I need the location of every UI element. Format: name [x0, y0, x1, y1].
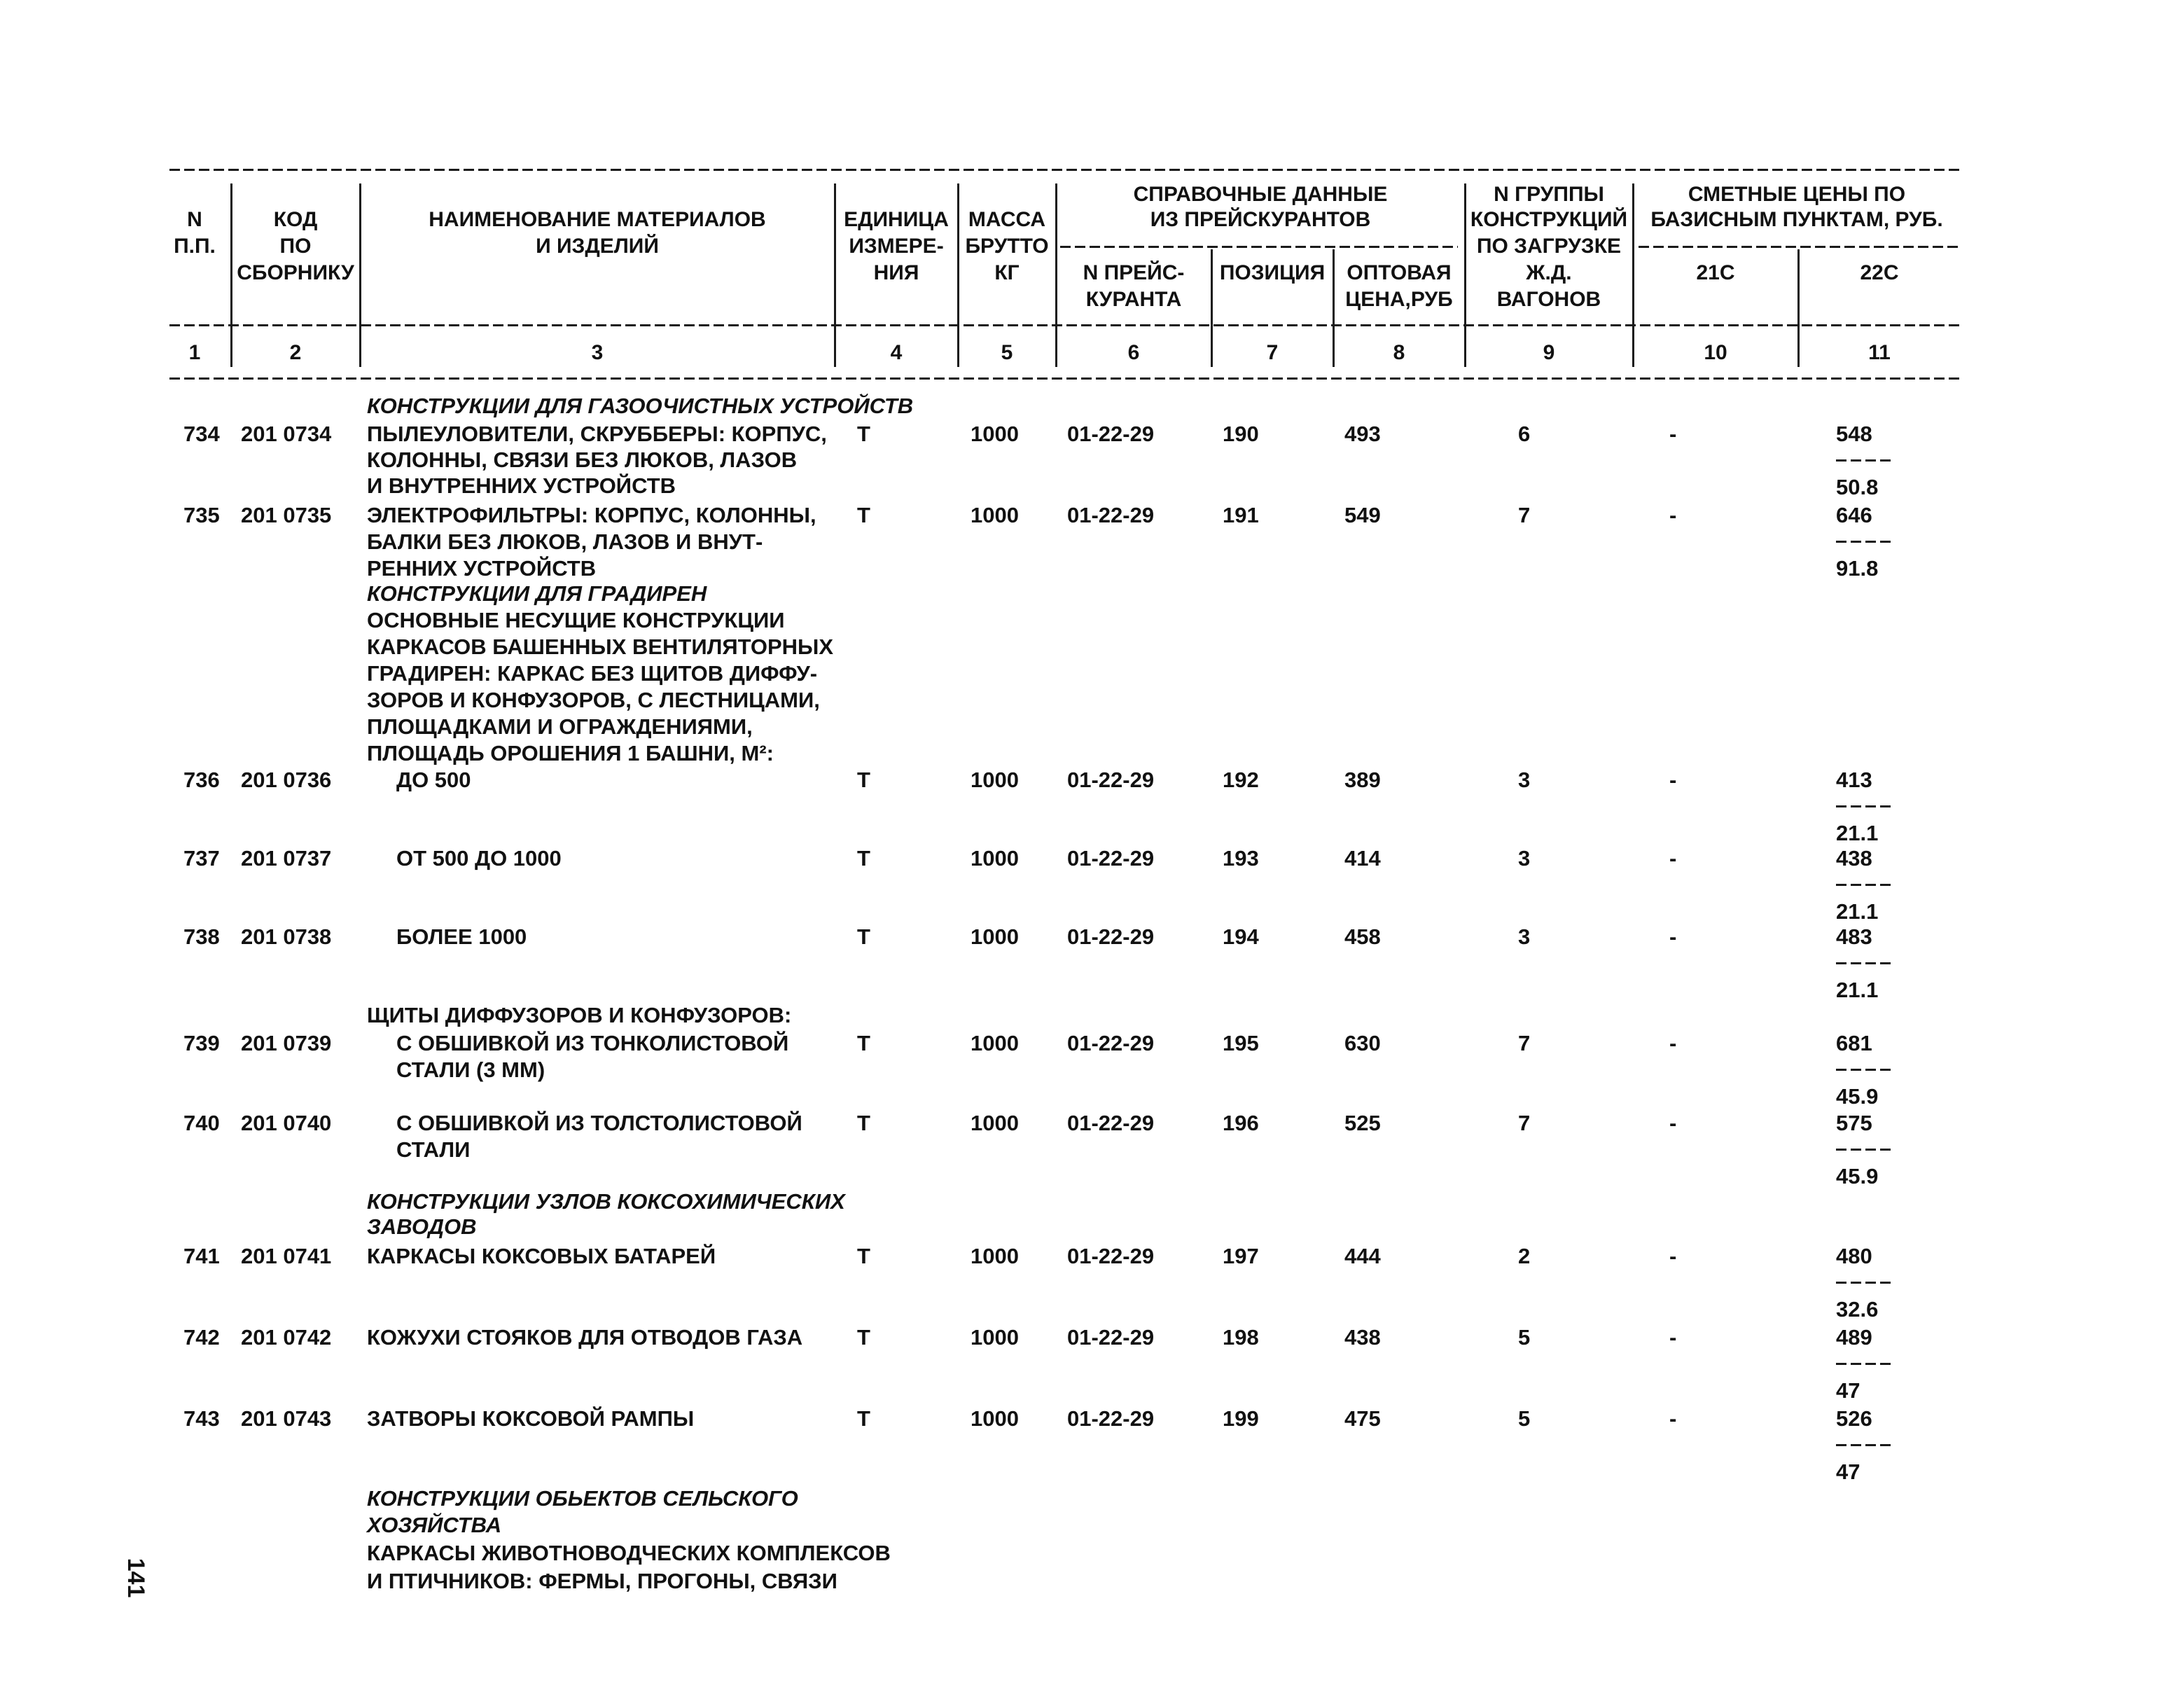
header-number: П.П. — [174, 235, 216, 258]
fraction-line — [1836, 1363, 1891, 1365]
price-22c-bottom: 47 — [1836, 1378, 1860, 1403]
row-code: 201 0738 — [241, 924, 332, 949]
wholesale-price-cell: 493 — [1344, 422, 1381, 446]
price-22c-bottom: 21.1 — [1836, 821, 1879, 845]
row-name-line: СТАЛИ (3 ММ) — [396, 1058, 545, 1082]
price-22c-bottom: 47 — [1836, 1459, 1860, 1484]
row-name-line: КОЛОННЫ, СВЯЗИ БЕЗ ЛЮКОВ, ЛАЗОВ — [367, 448, 798, 472]
column-number: 7 — [1266, 341, 1279, 364]
column-number: 4 — [890, 341, 903, 364]
pricelist-cell: 01-22-29 — [1067, 1244, 1155, 1268]
unit-cell: Т — [857, 768, 870, 792]
position-cell: 196 — [1223, 1111, 1259, 1135]
price-22c-top: 681 — [1836, 1031, 1872, 1055]
wholesale-price-cell: 438 — [1344, 1325, 1381, 1350]
header-reference-group: СПРАВОЧНЫЕ ДАННЫЕ — [1133, 183, 1388, 206]
column-number: 3 — [591, 341, 604, 364]
fraction-line — [1836, 962, 1891, 964]
position-cell: 193 — [1223, 846, 1259, 871]
row-code: 201 0740 — [241, 1111, 332, 1135]
price-22c-top: 548 — [1836, 422, 1872, 446]
fraction-line — [1836, 1069, 1891, 1071]
group-cell: 7 — [1518, 503, 1531, 527]
mass-cell: 1000 — [971, 1031, 1019, 1055]
fraction-line — [1836, 884, 1891, 886]
fraction-line — [1836, 1444, 1891, 1446]
column-number: 5 — [1001, 341, 1013, 364]
position-cell: 198 — [1223, 1325, 1259, 1350]
header-reference-group: ИЗ ПРЕЙСКУРАНТОВ — [1150, 208, 1371, 231]
section-heading-line: ХОЗЯЙСТВА — [367, 1513, 502, 1537]
price-22c-top: 489 — [1836, 1325, 1872, 1350]
section-heading-line: КОНСТРУКЦИИ ДЛЯ ГАЗООЧИСТНЫХ УСТРОЙСТВ — [367, 394, 914, 418]
price-21c-cell: - — [1669, 768, 1677, 792]
unit-cell: Т — [857, 846, 870, 871]
section-heading-line: КОНСТРУКЦИИ УЗЛОВ КОКСОХИМИЧЕСКИХ — [367, 1189, 845, 1214]
unit-cell: Т — [857, 422, 870, 446]
row-name-line: СТАЛИ — [396, 1137, 471, 1162]
reference-group-split-rule — [1060, 246, 1458, 248]
row-code: 201 0741 — [241, 1244, 332, 1268]
wholesale-price-cell: 444 — [1344, 1244, 1381, 1268]
pricelist-cell: 01-22-29 — [1067, 1325, 1155, 1350]
row-code: 201 0737 — [241, 846, 332, 871]
price-22c-top: 483 — [1836, 924, 1872, 949]
price-22c-bottom: 91.8 — [1836, 556, 1879, 581]
row-name-line: С ОБШИВКОЙ ИЗ ТОНКОЛИСТОВОЙ — [396, 1031, 789, 1055]
header-estimate-group: СМЕТНЫЕ ЦЕНЫ ПО — [1688, 183, 1906, 206]
price-22c-top: 646 — [1836, 503, 1872, 527]
row-number: 736 — [183, 768, 220, 792]
wholesale-price-cell: 414 — [1344, 846, 1381, 871]
row-number: 738 — [183, 924, 220, 949]
price-22c-top: 413 — [1836, 768, 1872, 792]
price-22c-top: 575 — [1836, 1111, 1872, 1135]
group-cell: 6 — [1518, 422, 1531, 446]
section-heading-line: КОНСТРУКЦИИ ОБЬЕКТОВ СЕЛЬСКОГО — [367, 1486, 798, 1511]
row-number: 741 — [183, 1244, 220, 1268]
fraction-line — [1836, 541, 1891, 543]
group-cell: 3 — [1518, 846, 1531, 871]
header-group: ВАГОНОВ — [1496, 288, 1601, 311]
header-group: Ж.Д. — [1526, 261, 1572, 284]
price-22c-bottom: 21.1 — [1836, 899, 1879, 924]
row-name-line: БАЛКИ БЕЗ ЛЮКОВ, ЛАЗОВ И ВНУТ- — [367, 529, 763, 554]
unit-cell: Т — [857, 924, 870, 949]
fraction-line — [1836, 805, 1891, 807]
mass-cell: 1000 — [971, 924, 1019, 949]
row-number: 742 — [183, 1325, 220, 1350]
row-name-line: ДО 500 — [396, 768, 471, 792]
mass-cell: 1000 — [971, 1111, 1019, 1135]
price-21c-cell: - — [1669, 846, 1677, 871]
pricelist-cell: 01-22-29 — [1067, 1406, 1155, 1431]
fraction-line — [1836, 1149, 1891, 1151]
column-number: 1 — [188, 341, 201, 364]
row-code: 201 0743 — [241, 1406, 332, 1431]
fraction-line — [1836, 459, 1891, 462]
unit-cell: Т — [857, 503, 870, 527]
row-code: 201 0739 — [241, 1031, 332, 1055]
row-number: 743 — [183, 1406, 220, 1431]
unit-cell: Т — [857, 1325, 870, 1350]
header-group: N ГРУППЫ — [1494, 183, 1604, 206]
page-number: 141 — [123, 1558, 149, 1598]
header-price: ЦЕНА,РУБ — [1345, 288, 1453, 311]
column-number: 10 — [1704, 341, 1727, 364]
wholesale-price-cell: 389 — [1344, 768, 1381, 792]
group-cell: 5 — [1518, 1325, 1531, 1350]
header-mass: МАССА — [968, 208, 1046, 231]
row-name-line: КОЖУХИ СТОЯКОВ ДЛЯ ОТВОДОВ ГАЗА — [367, 1325, 803, 1350]
column-numbers-bottom-rule — [169, 377, 1961, 380]
mass-cell: 1000 — [971, 503, 1019, 527]
description-line: ГРАДИРЕН: КАРКАС БЕЗ ЩИТОВ ДИФФУ- — [367, 661, 818, 686]
description-line: ЩИТЫ ДИФФУЗОРОВ И КОНФУЗОРОВ: — [367, 1003, 792, 1027]
header-pricelist: N ПРЕЙС- — [1083, 261, 1185, 284]
row-name-line: КАРКАСЫ КОКСОВЫХ БАТАРЕЙ — [367, 1244, 716, 1268]
row-name-line: И ВНУТРЕННИХ УСТРОЙСТВ — [367, 473, 676, 498]
section-heading-line: ЗАВОДОВ — [367, 1214, 477, 1239]
price-21c-cell: - — [1669, 503, 1677, 527]
header-group: ПО ЗАГРУЗКЕ — [1476, 235, 1622, 258]
price-21c-cell: - — [1669, 422, 1677, 446]
price-22c-bottom: 50.8 — [1836, 475, 1879, 499]
description-line: ЗОРОВ И КОНФУЗОРОВ, С ЛЕСТНИЦАМИ, — [367, 688, 820, 712]
header-unit: ИЗМЕРЕ- — [849, 235, 944, 258]
price-21c-cell: - — [1669, 1111, 1677, 1135]
group-cell: 3 — [1518, 768, 1531, 792]
wholesale-price-cell: 475 — [1344, 1406, 1381, 1431]
position-cell: 191 — [1223, 503, 1259, 527]
fraction-line — [1836, 1282, 1891, 1284]
price-21c-cell: - — [1669, 1406, 1677, 1431]
group-cell: 3 — [1518, 924, 1531, 949]
column-number: 6 — [1127, 341, 1140, 364]
mass-cell: 1000 — [971, 846, 1019, 871]
wholesale-price-cell: 630 — [1344, 1031, 1381, 1055]
header-code: КОД — [273, 208, 318, 231]
estimate-group-split-rule — [1639, 246, 1959, 248]
row-code: 201 0735 — [241, 503, 332, 527]
price-22c-top: 480 — [1836, 1244, 1872, 1268]
position-cell: 197 — [1223, 1244, 1259, 1268]
column-number: 8 — [1393, 341, 1405, 364]
price-21c-cell: - — [1669, 924, 1677, 949]
wholesale-price-cell: 525 — [1344, 1111, 1381, 1135]
row-name-line: ЭЛЕКТРОФИЛЬТРЫ: КОРПУС, КОЛОННЫ, — [367, 503, 816, 527]
header-name: И ИЗДЕЛИЙ — [536, 235, 659, 258]
group-cell: 2 — [1518, 1244, 1531, 1268]
description-line: ПЛОЩАДЬ ОРОШЕНИЯ 1 БАШНИ, М²: — [367, 741, 774, 765]
pricelist-cell: 01-22-29 — [1067, 1111, 1155, 1135]
pricelist-cell: 01-22-29 — [1067, 503, 1155, 527]
description-line: КАРКАСОВ БАШЕННЫХ ВЕНТИЛЯТОРНЫХ — [367, 634, 834, 659]
header-mass: КГ — [994, 261, 1020, 284]
price-21c-cell: - — [1669, 1031, 1677, 1055]
row-name-line: С ОБШИВКОЙ ИЗ ТОЛСТОЛИСТОВОЙ — [396, 1111, 802, 1135]
header-estimate-group: БАЗИСНЫМ ПУНКТАМ, РУБ. — [1650, 208, 1943, 231]
price-21c-cell: - — [1669, 1325, 1677, 1350]
row-name-line: РЕННИХ УСТРОЙСТВ — [367, 556, 597, 581]
group-cell: 5 — [1518, 1406, 1531, 1431]
unit-cell: Т — [857, 1244, 870, 1268]
row-name-line: ПЫЛЕУЛОВИТЕЛИ, СКРУББЕРЫ: КОРПУС, — [367, 422, 827, 446]
table-top-rule — [169, 169, 1961, 171]
section-heading-line: КОНСТРУКЦИИ ДЛЯ ГРАДИРЕН — [367, 581, 707, 606]
pricelist-cell: 01-22-29 — [1067, 1031, 1155, 1055]
header-group: КОНСТРУКЦИЙ — [1470, 208, 1628, 231]
price-22c-top: 438 — [1836, 846, 1872, 871]
header-name: НАИМЕНОВАНИЕ МАТЕРИАЛОВ — [429, 208, 766, 231]
mass-cell: 1000 — [971, 1406, 1019, 1431]
column-number: 11 — [1868, 341, 1891, 364]
header-pricelist: КУРАНТА — [1085, 288, 1182, 311]
unit-cell: Т — [857, 1031, 870, 1055]
header-price-22c: 22С — [1860, 261, 1899, 284]
group-cell: 7 — [1518, 1111, 1531, 1135]
header-price: ОПТОВАЯ — [1347, 261, 1452, 284]
column-number: 9 — [1543, 341, 1555, 364]
position-cell: 199 — [1223, 1406, 1259, 1431]
header-mass: БРУТТО — [965, 235, 1049, 258]
header-unit: ЕДИНИЦА — [844, 208, 949, 231]
mass-cell: 1000 — [971, 1244, 1019, 1268]
price-22c-bottom: 45.9 — [1836, 1084, 1879, 1109]
row-name-line: ОТ 500 ДО 1000 — [396, 846, 562, 871]
price-22c-bottom: 32.6 — [1836, 1297, 1879, 1322]
position-cell: 192 — [1223, 768, 1259, 792]
position-cell: 195 — [1223, 1031, 1259, 1055]
header-code: СБОРНИКУ — [237, 261, 354, 284]
mass-cell: 1000 — [971, 422, 1019, 446]
pricelist-cell: 01-22-29 — [1067, 768, 1155, 792]
pricelist-cell: 01-22-29 — [1067, 422, 1155, 446]
header-position: ПОЗИЦИЯ — [1219, 261, 1326, 284]
row-number: 740 — [183, 1111, 220, 1135]
header-bottom-rule — [169, 324, 1961, 326]
column-number: 2 — [289, 341, 302, 364]
row-name-line: ЗАТВОРЫ КОКСОВОЙ РАМПЫ — [367, 1406, 695, 1431]
pricelist-cell: 01-22-29 — [1067, 846, 1155, 871]
header-code: ПО — [279, 235, 312, 258]
description-line: ОСНОВНЫЕ НЕСУЩИЕ КОНСТРУКЦИИ — [367, 608, 785, 632]
unit-cell: Т — [857, 1406, 870, 1431]
unit-cell: Т — [857, 1111, 870, 1135]
row-number: 734 — [183, 422, 220, 446]
pricelist-cell: 01-22-29 — [1067, 924, 1155, 949]
header-number: N — [187, 208, 202, 231]
row-code: 201 0742 — [241, 1325, 332, 1350]
price-22c-bottom: 45.9 — [1836, 1164, 1879, 1188]
row-name-line: БОЛЕЕ 1000 — [396, 924, 527, 949]
description-line: И ПТИЧНИКОВ: ФЕРМЫ, ПРОГОНЫ, СВЯЗИ — [367, 1569, 837, 1593]
header-price-21c: 21С — [1696, 261, 1735, 284]
position-cell: 194 — [1223, 924, 1259, 949]
row-number: 739 — [183, 1031, 220, 1055]
mass-cell: 1000 — [971, 1325, 1019, 1350]
price-22c-top: 526 — [1836, 1406, 1872, 1431]
price-21c-cell: - — [1669, 1244, 1677, 1268]
description-line: КАРКАСЫ ЖИВОТНОВОДЧЕСКИХ КОМПЛЕКСОВ — [367, 1541, 891, 1565]
mass-cell: 1000 — [971, 768, 1019, 792]
wholesale-price-cell: 549 — [1344, 503, 1381, 527]
row-code: 201 0736 — [241, 768, 332, 792]
description-line: ПЛОЩАДКАМИ И ОГРАЖДЕНИЯМИ, — [367, 714, 753, 739]
price-22c-bottom: 21.1 — [1836, 978, 1879, 1002]
row-number: 737 — [183, 846, 220, 871]
group-cell: 7 — [1518, 1031, 1531, 1055]
position-cell: 190 — [1223, 422, 1259, 446]
wholesale-price-cell: 458 — [1344, 924, 1381, 949]
header-unit: НИЯ — [873, 261, 919, 284]
row-number: 735 — [183, 503, 220, 527]
row-code: 201 0734 — [241, 422, 332, 446]
